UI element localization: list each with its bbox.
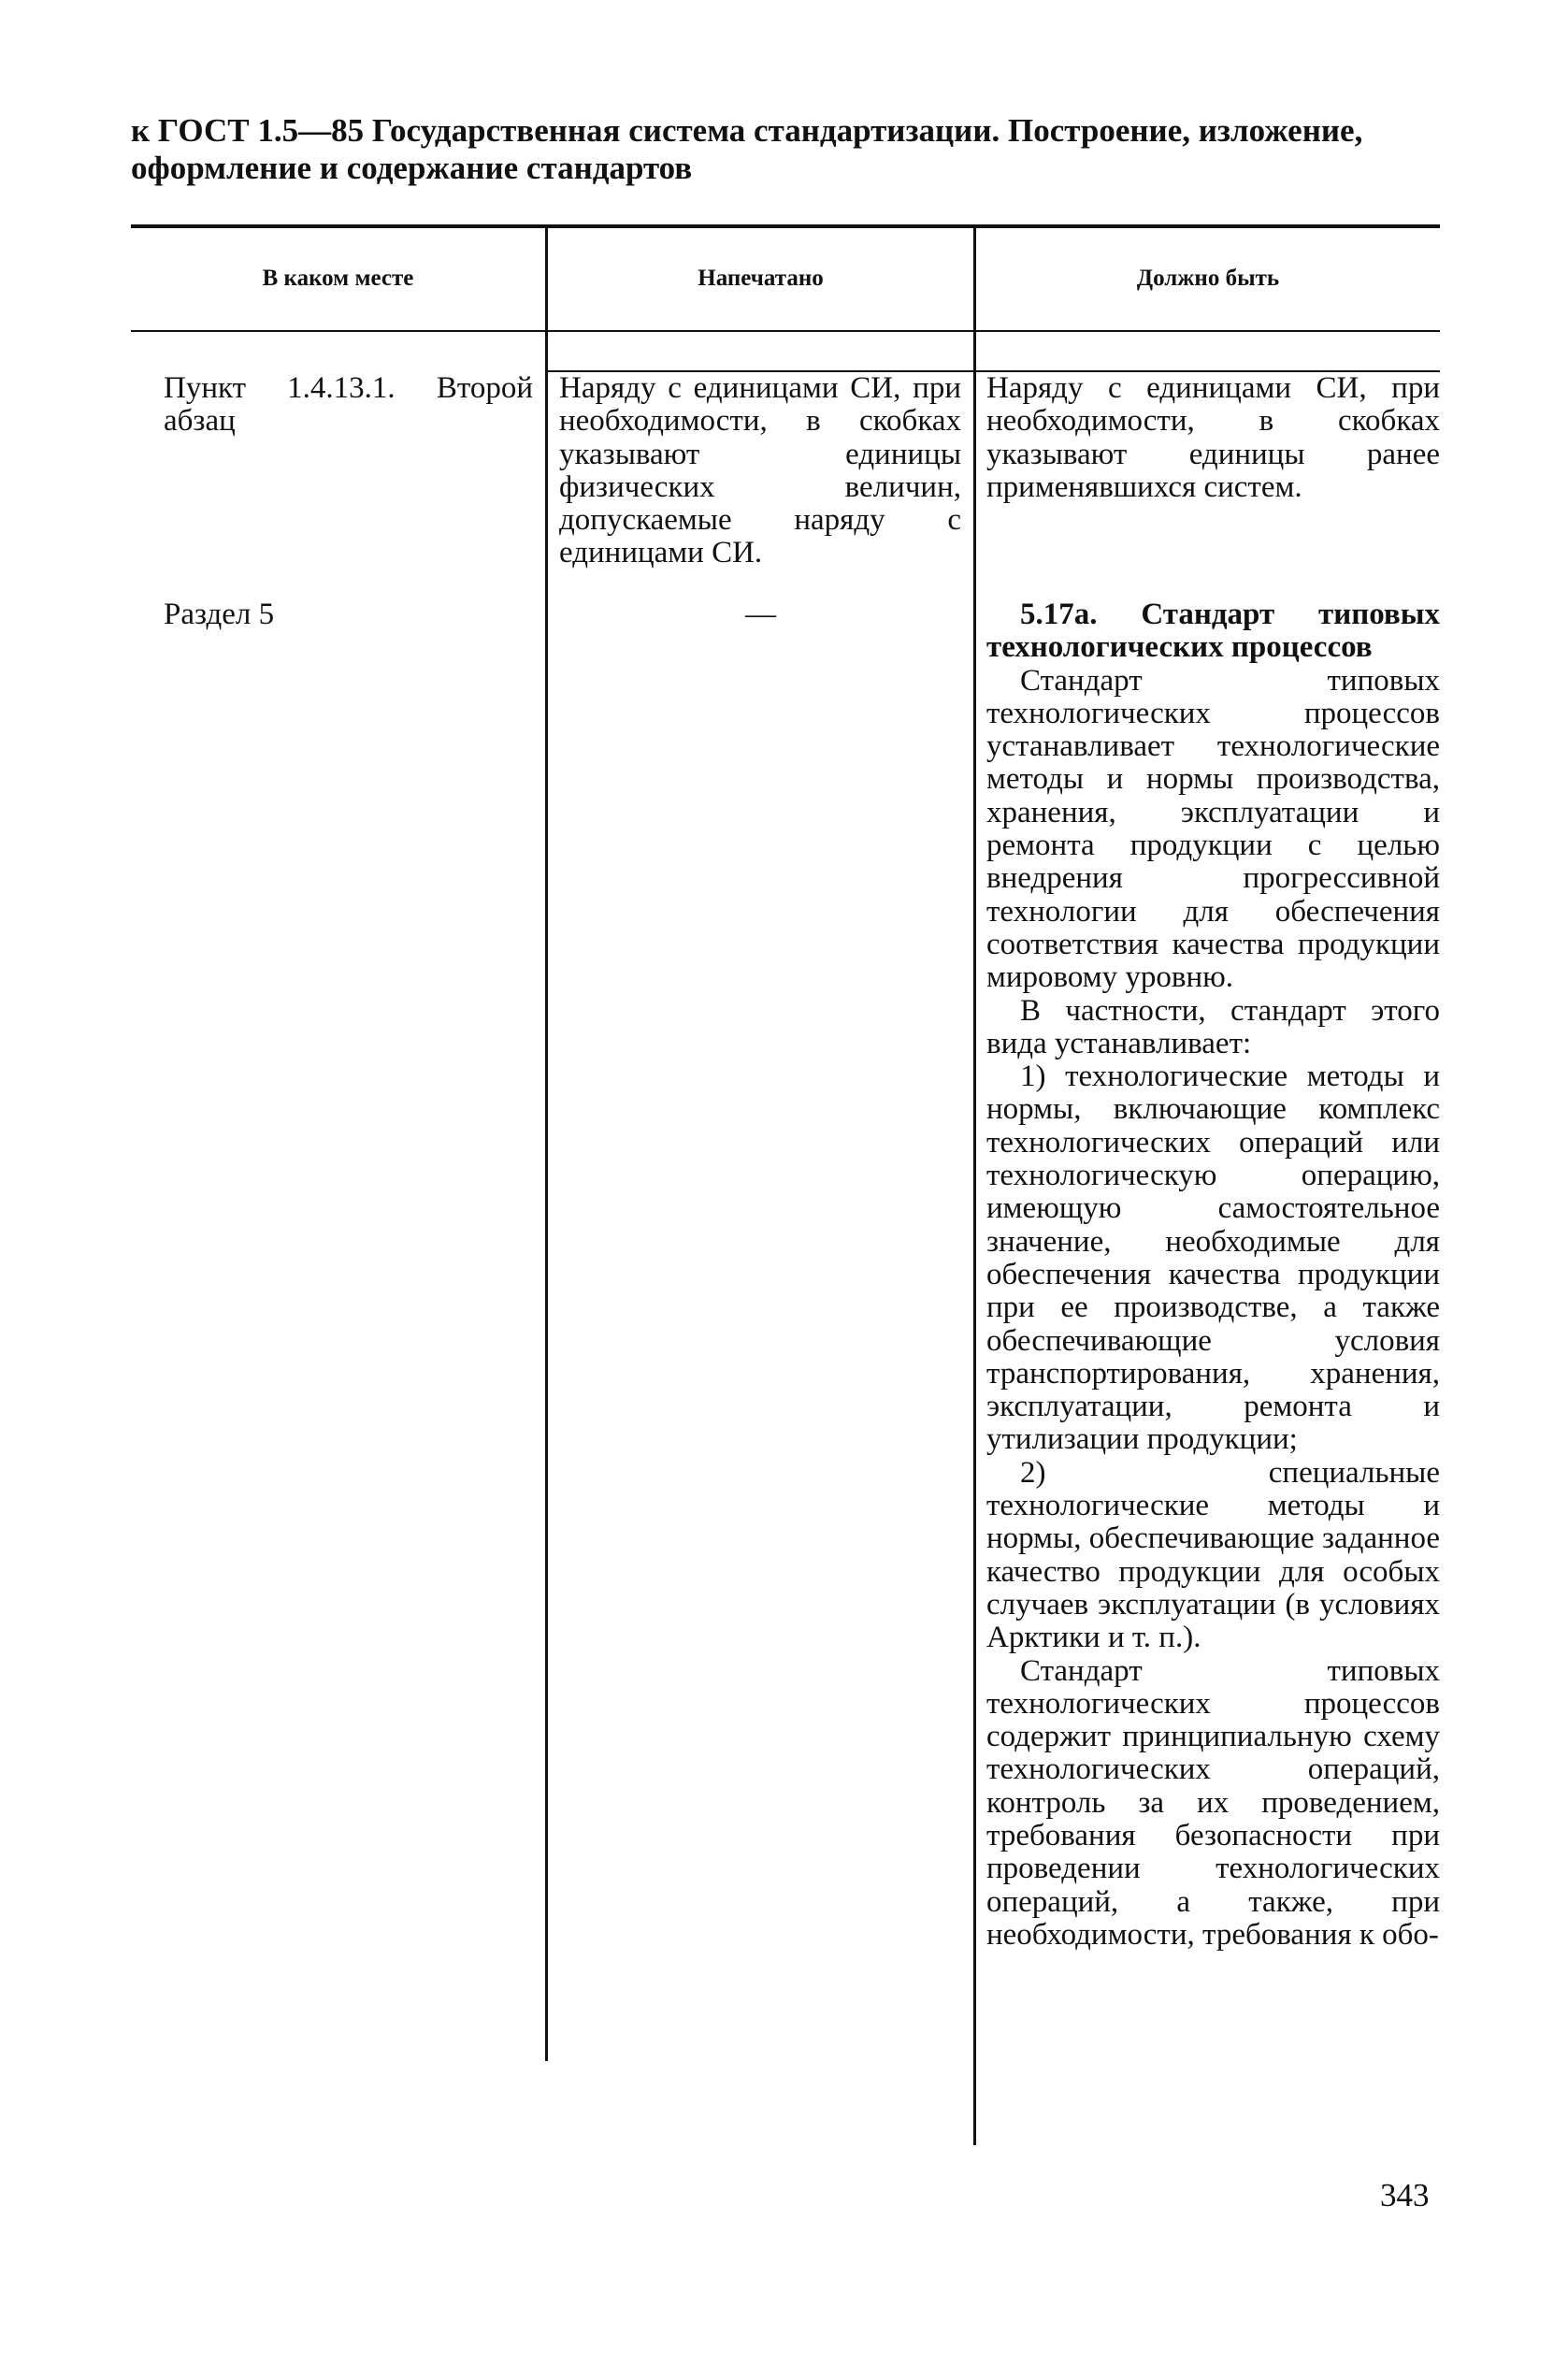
row2-should-be	[986, 598, 1440, 1952]
header-bottom-rule	[131, 330, 1440, 332]
paragraph: В частности, стандарт этого вида устанавливает:	[986, 993, 1440, 1060]
table-top-rule	[131, 224, 1440, 228]
column-header-where: В каком месте	[262, 266, 414, 291]
list-item: 1) технологические методы и нормы, включающие комплекс технологических операций или технологическую операцию, имеющую самостоятельное значение, необходимые для обеспечения качества продукции при ее производстве, а также обеспечивающие условия транспортирования, хранения, эксплуатации, ремонта и утилизации продукции;	[986, 1059, 1440, 1457]
document-title: к ГОСТ 1.5—85 Государственная система стандартизации. Построение, изложение, оформление и содержание стандартов	[131, 112, 1363, 186]
column-header-printed: Напечатано	[698, 266, 824, 291]
row1-should-be: Наряду с единицами СИ, при необходимости, в скобках указывают единицы ранее применявшихся систем.	[986, 371, 1440, 504]
list-item: 2) специальные технологические методы и нормы, обеспечивающие заданное качество продукции для особых случаев эксплуатации (в условиях Арктики и т. п.).	[986, 1455, 1440, 1655]
row2-printed: —	[745, 598, 776, 631]
row1-where: Пункт 1.4.13.1. Второй абзац	[164, 371, 533, 439]
paragraph: Стандарт типовых технологических процессов содержит принципиальную схему технологических операций, контроль за их проведением, требования безопасности при проведении технологических операций, а также, при необходимости, требования к обо-	[986, 1653, 1440, 1952]
column-divider-1	[545, 228, 548, 2061]
page-number: 343	[1380, 2177, 1430, 2213]
row2-where: Раздел 5	[164, 598, 275, 631]
row1-printed: Наряду с единицами СИ, при необходимости, в скобках указывают единицы физических величин, допускаемые наряду с единицами СИ.	[559, 371, 961, 570]
section-title: 5.17а. Стандарт типовых технологических процессов	[986, 598, 1440, 665]
column-divider-2	[973, 228, 976, 2145]
column-header-should-be: Должно быть	[1136, 266, 1280, 291]
paragraph: Стандарт типовых технологических процессов устанавливает технологические методы и нормы производства, хранения, эксплуатации и ремонта продукции с целью внедрения прогрессивной технологии для обеспечения соответствия качества продукции мировому уровню.	[986, 663, 1440, 995]
